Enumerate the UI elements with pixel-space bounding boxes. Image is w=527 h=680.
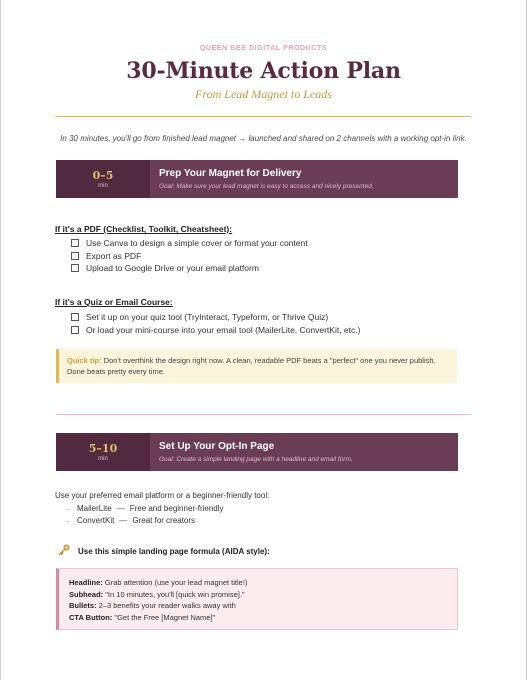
- list-item: [63, 515, 224, 528]
- formula-label: Headline:: [69, 578, 103, 587]
- tool-note: Great for creators: [132, 516, 196, 526]
- checklist-item[interactable]: [71, 250, 308, 263]
- checklist-item[interactable]: [71, 311, 360, 324]
- intro-text: In 30 minutes, you'll go from finished lead magnet → launched and shared on 2 channels with a working opt-in link.: [60, 134, 467, 143]
- step-2-goal: Goal: Create a simple landing page with a headline and email form.: [159, 456, 353, 463]
- tool-note: Free and beginner-friendly: [129, 503, 224, 513]
- checkbox[interactable]: [71, 313, 79, 321]
- formula-text: Grab attention (use your lead magnet title!): [104, 578, 248, 587]
- formula-label: Subhead:: [69, 589, 104, 599]
- checkbox[interactable]: [71, 239, 79, 247]
- step-1-time-block: [56, 160, 150, 198]
- checklist-item[interactable]: [71, 237, 308, 250]
- checklist-item-label: Or load your mini-course into your email tool (MailerLite, ConvertKit, etc.): [86, 324, 361, 335]
- checkbox[interactable]: [71, 252, 79, 260]
- formula-row: [69, 589, 447, 601]
- dash-separator: —: [119, 516, 128, 526]
- formula-label: CTA Button:: [69, 612, 113, 622]
- document-header: [1, 0, 526, 102]
- checklist-item[interactable]: [71, 324, 360, 337]
- pdf-section-heading: If it's a PDF (Checklist, Toolkit, Cheatsheet):: [55, 224, 233, 234]
- formula-heading-text: Use this simple landing page formula (AIDA style):: [78, 546, 270, 556]
- page-title: 30-Minute Action Plan: [126, 58, 401, 84]
- tool-name: ConvertKit: [77, 516, 115, 526]
- checklist-item-label: Set it up on your quiz tool (TryInteract, Typeform, or Thrive Quiz): [86, 312, 329, 323]
- list-item: [63, 502, 224, 515]
- formula-box: [56, 568, 458, 630]
- step-1-text: [150, 160, 374, 198]
- tool-list: [63, 502, 224, 527]
- dash-separator: —: [116, 503, 125, 513]
- quiz-section-heading: If it's a Quiz or Email Course:: [55, 297, 173, 307]
- quick-tip-callout: [56, 349, 457, 383]
- step-banner-2: [56, 433, 458, 471]
- step-1-goal: Goal: Make sure your lead magnet is easy to access and nicely presented.: [159, 183, 374, 190]
- step-2-unit: min: [98, 455, 108, 462]
- checklist-item-label: Upload to Google Drive or your email platform: [86, 263, 259, 274]
- quiz-checklist: [71, 311, 360, 336]
- step-2-range: 5–10: [88, 441, 118, 455]
- pdf-checklist: [71, 237, 308, 275]
- step-1-title: Prep Your Magnet for Delivery: [159, 168, 302, 179]
- formula-label: Bullets:: [69, 601, 97, 610]
- checklist-item-label: Use Canva to design a simple cover or format your content: [86, 238, 308, 249]
- arrow-icon: →: [63, 503, 71, 513]
- tool-name: MailerLite: [77, 503, 112, 513]
- step-1-range: 0–5: [92, 168, 114, 182]
- arrow-icon: →: [63, 516, 71, 526]
- formula-text: 2–3 benefits your reader walks away with: [98, 601, 236, 610]
- step-1-unit: min: [98, 182, 108, 189]
- section-divider: [56, 414, 471, 415]
- checklist-item-label: Export as PDF: [86, 250, 142, 261]
- formula-row: [69, 577, 447, 589]
- formula-text: "Get the Free [Magnet Name]": [114, 612, 216, 622]
- key-icon: [58, 544, 72, 558]
- page-subtitle: From Lead Magnet to Leads: [195, 87, 332, 101]
- checkbox[interactable]: [71, 264, 79, 272]
- formula-text: "In 10 minutes, you'll [quick win promise].": [105, 589, 245, 599]
- formula-row: [69, 612, 447, 624]
- formula-heading: [58, 544, 270, 558]
- step-2-time-block: [56, 433, 150, 471]
- step-banner-1: [56, 160, 458, 198]
- formula-row: [69, 600, 447, 612]
- tip-label: Quick tip:: [67, 356, 102, 365]
- step-2-text: [150, 433, 353, 471]
- checklist-item[interactable]: [71, 262, 308, 275]
- step-2-title: Set Up Your Opt-In Page: [159, 441, 275, 452]
- tip-text: Don't overthink the design right now. A clean, readable PDF beats a "perfect" one you never publish. Done beats pretty every time.: [67, 356, 436, 376]
- platform-intro: Use your preferred email platform or a beginner-friendly tool:: [55, 491, 270, 500]
- brand-name: QUEEN BEE DIGITAL PRODUCTS: [199, 45, 328, 52]
- checkbox[interactable]: [71, 326, 79, 334]
- header-divider: [55, 116, 471, 117]
